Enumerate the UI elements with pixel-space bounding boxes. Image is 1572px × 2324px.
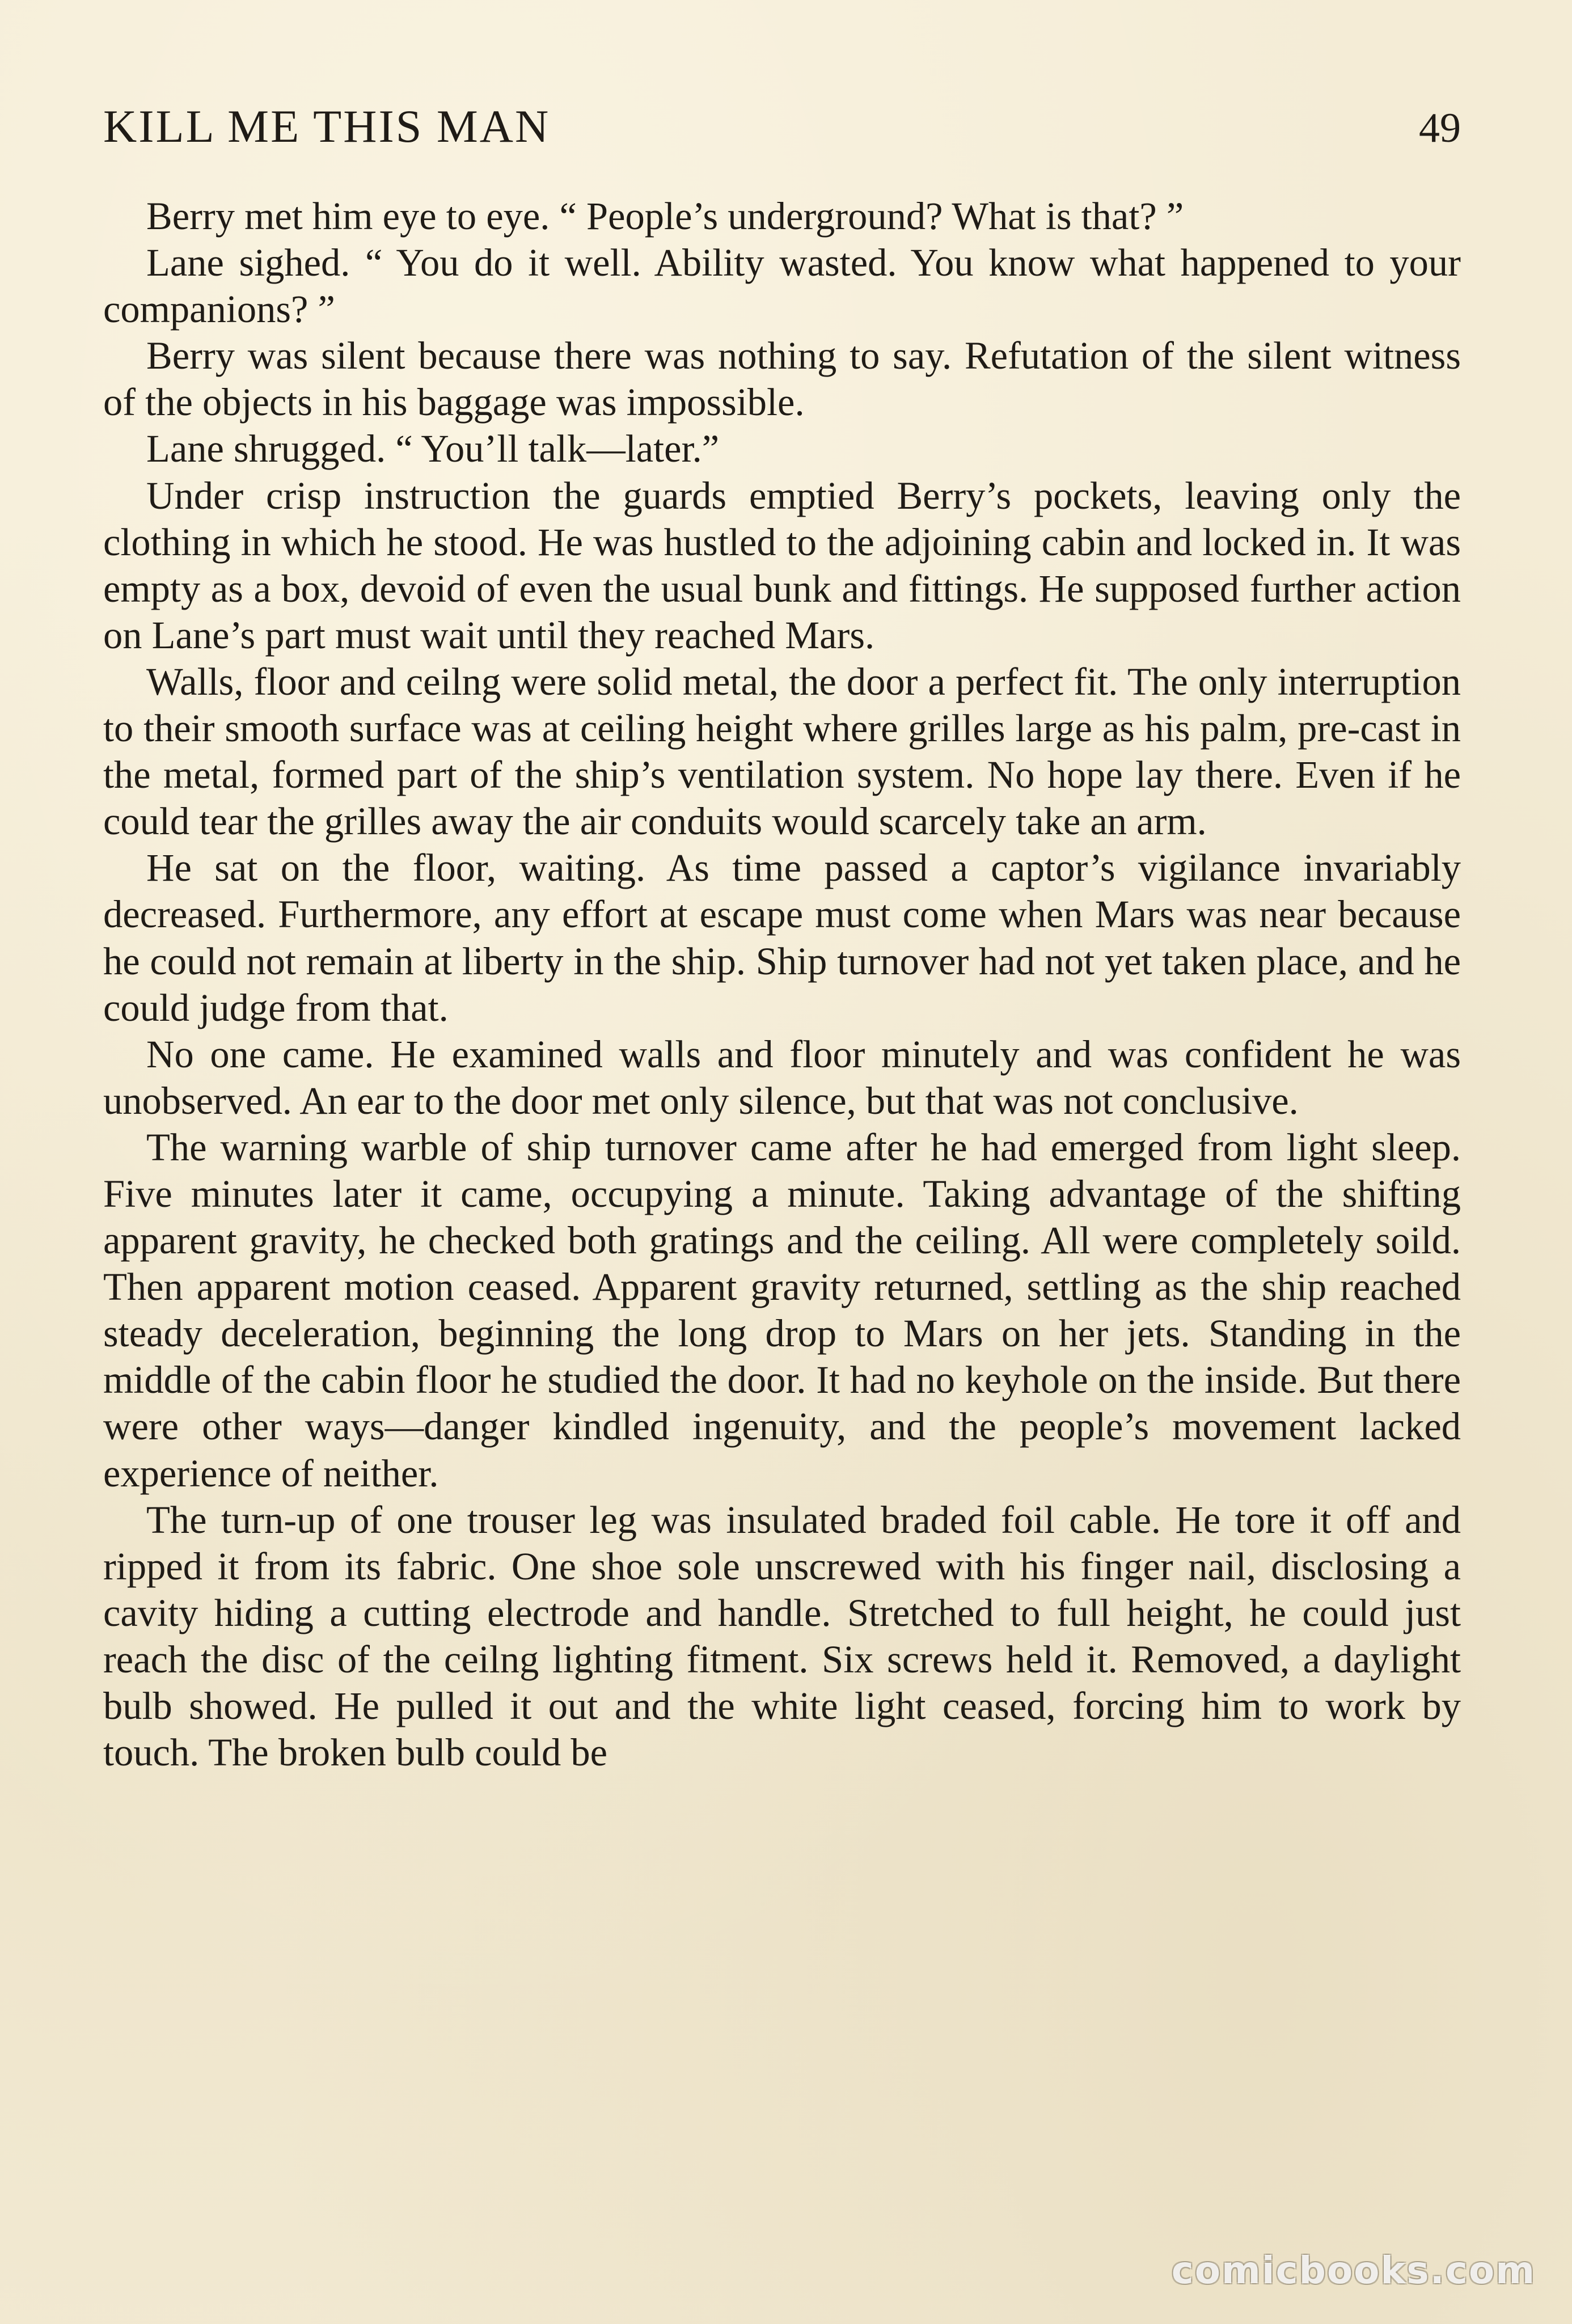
paragraph: The turn-up of one trouser leg was insulated braded foil cable. He tore it off and ripped it from its fabric. One shoe sole unscrewed with his finger nail, disclosing a cavity hiding a cutting electrode and handle. Stretched to full height, he could just reach the disc of the ceilng lighting fitment. Six screws held it. Removed, a daylight bulb showed. He pulled it out and the white light ceased, forcing him to work by touch. The broken bulb could be <box>103 1498 1461 1774</box>
paragraph: Under crisp instruction the guards emptied Berry’s pockets, leaving only the clothing in which he stood. He was hustled to the adjoining cabin and locked in. It was empty as a box, devoid of even the usual bunk and fittings. He supposed further action on Lane’s part must wait until they reached Mars. <box>103 474 1461 657</box>
paragraph: No one came. He examined walls and floor minutely and was confident he was unobserved. An ear to the door met only silence, but that was not conclusive. <box>103 1032 1461 1122</box>
paragraph: Lane shrugged. “ You’ll talk—later.” <box>146 427 720 471</box>
paragraph: Berry was silent because there was nothing to say. Refutation of the silent witness of the objects in his baggage was impossible. <box>103 334 1461 424</box>
site-watermark: comicbooks.com <box>1171 2249 1536 2292</box>
running-title: KILL ME THIS MAN <box>103 100 551 152</box>
page-header <box>103 100 1461 168</box>
paragraph: Berry met him eye to eye. “ People’s underground? What is that? ” <box>146 195 1184 238</box>
paragraph: Walls, floor and ceilng were solid metal, the door a perfect fit. The only interruption to their smooth surface was at ceiling height where grilles large as his palm, pre-cast in the metal, formed part of the ship’s ventilation system. No hope lay there. Even if he could tear the grilles away the air conduits would scarcely take an arm. <box>103 660 1461 843</box>
page-number: 49 <box>1419 105 1461 151</box>
paragraph: He sat on the floor, waiting. As time passed a captor’s vigilance invariably decreased. Furthermore, any effort at escape must come when Mars was near because he could not remain at liberty in the ship. Ship turnover had not yet taken place, and he could judge from that. <box>103 846 1461 1029</box>
paragraph: The warning warble of ship turnover came after he had emerged from light sleep. Five minutes later it came, occupying a minute. Taking advantage of the shifting apparent gravity, he checked both gratings and the ceiling. All were completely soild. Then apparent motion ceased. Apparent gravity returned, settling as the ship reached steady deceleration, beginning the long drop to Mars on her jets. Standing in the middle of the cabin floor he studied the door. It had no keyhole on the inside. But there were other ways—danger kindled ingenuity, and the people’s movement lacked experience of neither. <box>103 1125 1461 1495</box>
body-text <box>103 193 1461 1776</box>
paragraph: Lane sighed. “ You do it well. Ability wasted. You know what happened to your companions? ” <box>103 241 1461 331</box>
